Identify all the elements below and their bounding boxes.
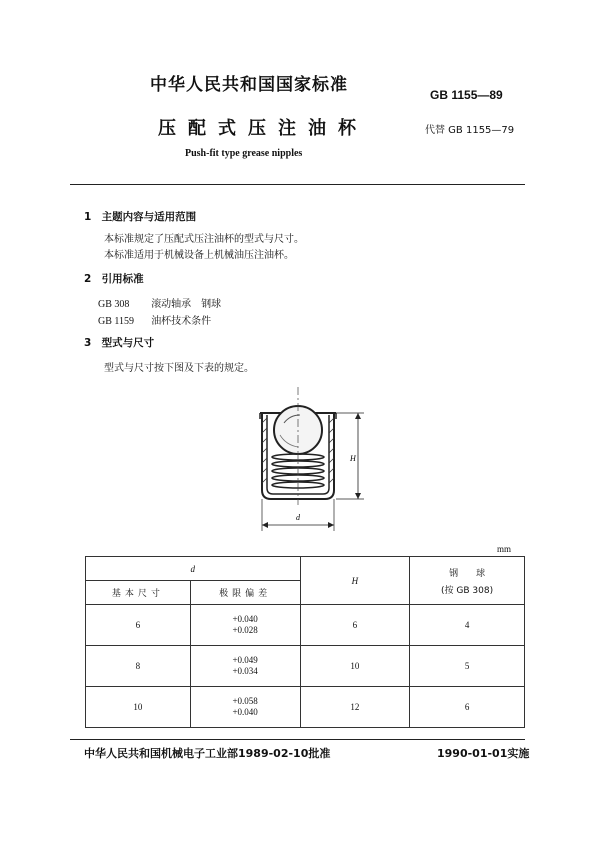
header-divider bbox=[70, 184, 525, 185]
deviation-upper: +0.040 bbox=[232, 614, 258, 624]
section-3-heading bbox=[84, 335, 154, 350]
cell-nominal: 8 bbox=[86, 646, 191, 687]
deviation-lower: +0.040 bbox=[232, 707, 258, 717]
header-h: H bbox=[300, 557, 410, 605]
section-number: 2 bbox=[84, 273, 92, 285]
standard-title: 压配式压注油杯 bbox=[158, 118, 368, 139]
cell-ball: 4 bbox=[410, 605, 525, 646]
deviation-upper: +0.049 bbox=[232, 655, 258, 665]
reference-code: GB 1159 bbox=[98, 316, 135, 327]
header-d: d bbox=[86, 557, 301, 581]
cell-nominal: 10 bbox=[86, 687, 191, 728]
section-title: 引用标准 bbox=[101, 273, 144, 285]
english-title: Push-fit type grease nipples bbox=[185, 148, 303, 159]
grease-nipple-drawing bbox=[240, 385, 370, 535]
table-row bbox=[86, 687, 525, 728]
section-1-heading bbox=[84, 209, 196, 224]
header-deviation: 极限偏差 bbox=[190, 581, 300, 605]
reference-item bbox=[98, 312, 211, 327]
cell-h: 6 bbox=[300, 605, 410, 646]
footer-divider bbox=[70, 739, 525, 740]
effective-date: 1990-01-01实施 bbox=[437, 747, 530, 760]
standard-org-title: 中华人民共和国国家标准 bbox=[150, 75, 348, 95]
replaces-note: 代替 GB 1155—79 bbox=[425, 125, 515, 136]
section-title: 型式与尺寸 bbox=[101, 337, 155, 349]
section-title: 主题内容与适用范围 bbox=[101, 211, 197, 223]
header-nominal: 基本尺寸 bbox=[86, 581, 191, 605]
header-ball-note: (按 GB 308) bbox=[441, 585, 494, 596]
h-dimension-label: H bbox=[350, 454, 356, 463]
unit-label: mm bbox=[497, 544, 512, 554]
cell-h: 12 bbox=[300, 687, 410, 728]
table-row bbox=[86, 605, 525, 646]
approval-note: 中华人民共和国机械电子工业部1989-02-10批准 bbox=[84, 747, 331, 760]
reference-code: GB 308 bbox=[98, 299, 130, 310]
cell-deviation bbox=[190, 646, 300, 687]
standard-code: GB 1155—89 bbox=[430, 88, 503, 102]
section-number: 1 bbox=[84, 211, 92, 223]
reference-item bbox=[98, 295, 221, 310]
section-2-heading bbox=[84, 271, 144, 286]
header-ball bbox=[410, 557, 525, 605]
cell-ball: 5 bbox=[410, 646, 525, 687]
cell-deviation bbox=[190, 687, 300, 728]
section-number: 3 bbox=[84, 337, 92, 349]
deviation-upper: +0.058 bbox=[232, 696, 258, 706]
deviation-lower: +0.034 bbox=[232, 666, 258, 676]
section-1-paragraph: 本标准规定了压配式压注油杯的型式与尺寸。 bbox=[104, 234, 304, 245]
section-1-paragraph: 本标准适用于机械设备上机械油压注油杯。 bbox=[104, 250, 294, 261]
cell-nominal: 6 bbox=[86, 605, 191, 646]
d-dimension-label: d bbox=[296, 513, 300, 522]
reference-name: 油杯技术条件 bbox=[151, 316, 212, 327]
deviation-lower: +0.028 bbox=[232, 625, 258, 635]
section-3-paragraph: 型式与尺寸按下图及下表的规定。 bbox=[104, 363, 254, 374]
cell-deviation bbox=[190, 605, 300, 646]
cell-h: 10 bbox=[300, 646, 410, 687]
cell-ball: 6 bbox=[410, 687, 525, 728]
dimension-table bbox=[85, 556, 525, 728]
reference-name: 滚动轴承 钢球 bbox=[151, 299, 222, 310]
header-ball-label: 钢 球 bbox=[449, 568, 486, 579]
table-row bbox=[86, 646, 525, 687]
